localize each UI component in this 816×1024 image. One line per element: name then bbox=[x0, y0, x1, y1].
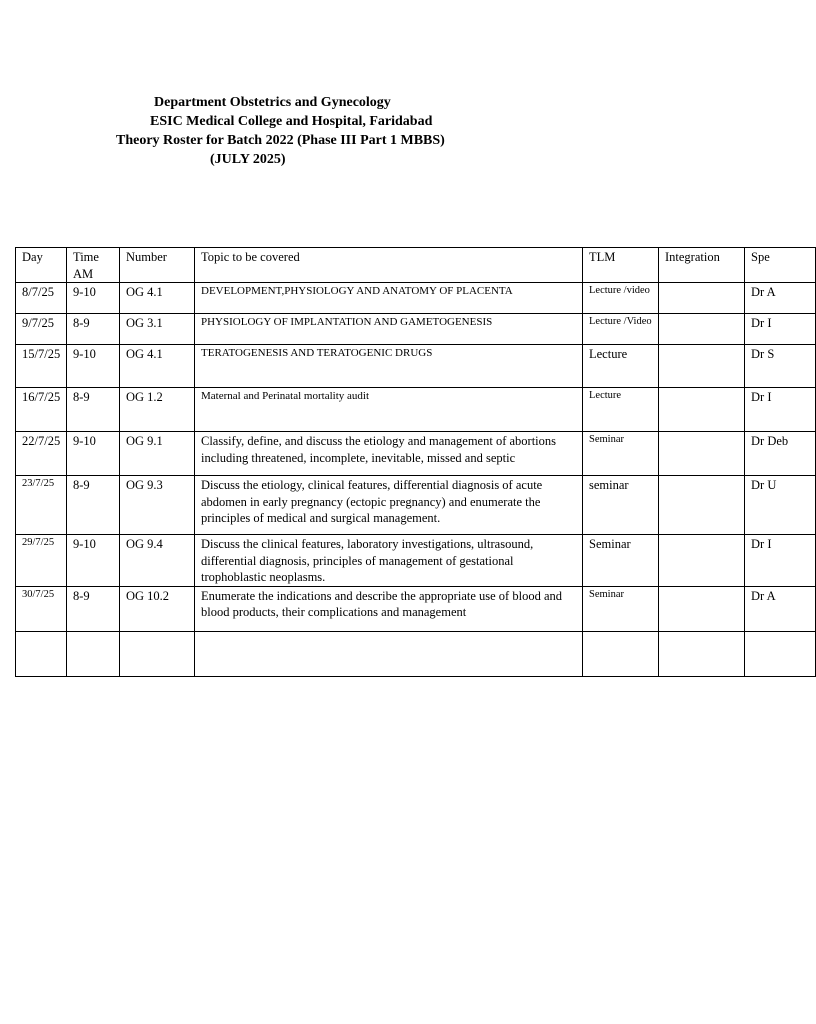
cell-time: 8-9 bbox=[67, 314, 120, 345]
cell-day: 29/7/25 bbox=[16, 535, 67, 587]
roster-table-container bbox=[15, 247, 789, 677]
cell-integration bbox=[659, 432, 745, 476]
cell-day: 9/7/25 bbox=[16, 314, 67, 345]
cell-day: 30/7/25 bbox=[16, 586, 67, 631]
header-number: Number bbox=[120, 248, 195, 283]
cell-speaker: Dr Deb bbox=[745, 432, 816, 476]
table-row bbox=[16, 314, 816, 345]
cell-day bbox=[16, 631, 67, 676]
cell-speaker bbox=[745, 631, 816, 676]
institution-title: ESIC Medical College and Hospital, Faridabad bbox=[150, 114, 433, 129]
cell-tlm: seminar bbox=[583, 476, 659, 535]
cell-topic: TERATOGENESIS AND TERATOGENIC DRUGS bbox=[195, 345, 583, 388]
department-title: Department Obstetrics and Gynecology bbox=[154, 95, 391, 110]
cell-tlm: Lecture bbox=[583, 345, 659, 388]
cell-tlm: Lecture bbox=[583, 388, 659, 432]
cell-integration bbox=[659, 631, 745, 676]
roster-table bbox=[15, 247, 816, 677]
cell-tlm: Seminar bbox=[583, 586, 659, 631]
cell-day: 8/7/25 bbox=[16, 283, 67, 314]
cell-topic: Enumerate the indications and describe the appropriate use of blood and blood products, their complications and management bbox=[195, 586, 583, 631]
table-row bbox=[16, 345, 816, 388]
cell-integration bbox=[659, 476, 745, 535]
cell-topic bbox=[195, 631, 583, 676]
cell-integration bbox=[659, 535, 745, 587]
cell-time: 9-10 bbox=[67, 345, 120, 388]
cell-time bbox=[67, 631, 120, 676]
cell-day: 22/7/25 bbox=[16, 432, 67, 476]
cell-tlm: Lecture /video bbox=[583, 283, 659, 314]
cell-topic: Discuss the clinical features, laboratory investigations, ultrasound, differential diagnosis, principles of management of gestational trophoblastic neoplasms. bbox=[195, 535, 583, 587]
cell-topic: Maternal and Perinatal mortality audit bbox=[195, 388, 583, 432]
table-row bbox=[16, 476, 816, 535]
cell-tlm: Lecture /Video bbox=[583, 314, 659, 345]
table-row bbox=[16, 432, 816, 476]
table-row bbox=[16, 586, 816, 631]
cell-integration bbox=[659, 345, 745, 388]
cell-speaker: Dr A bbox=[745, 283, 816, 314]
table-row bbox=[16, 283, 816, 314]
document-title bbox=[0, 93, 560, 169]
table-row bbox=[16, 388, 816, 432]
cell-speaker: Dr I bbox=[745, 314, 816, 345]
cell-integration bbox=[659, 314, 745, 345]
header-speaker: Spe bbox=[745, 248, 816, 283]
header-time: Time AM bbox=[67, 248, 120, 283]
cell-time: 8-9 bbox=[67, 476, 120, 535]
month-title: (JULY 2025) bbox=[210, 152, 286, 167]
table-row bbox=[16, 535, 816, 587]
cell-number: OG 4.1 bbox=[120, 283, 195, 314]
cell-number: OG 4.1 bbox=[120, 345, 195, 388]
cell-time: 8-9 bbox=[67, 388, 120, 432]
cell-speaker: Dr I bbox=[745, 388, 816, 432]
cell-number: OG 9.3 bbox=[120, 476, 195, 535]
cell-speaker: Dr S bbox=[745, 345, 816, 388]
cell-tlm bbox=[583, 631, 659, 676]
cell-tlm: Seminar bbox=[583, 432, 659, 476]
cell-speaker: Dr U bbox=[745, 476, 816, 535]
cell-time: 9-10 bbox=[67, 432, 120, 476]
cell-integration bbox=[659, 283, 745, 314]
table-row bbox=[16, 631, 816, 676]
header-tlm: TLM bbox=[583, 248, 659, 283]
cell-day: 15/7/25 bbox=[16, 345, 67, 388]
header-integration: Integration bbox=[659, 248, 745, 283]
table-header-row bbox=[16, 248, 816, 283]
cell-topic: Discuss the etiology, clinical features, differential diagnosis of acute abdomen in early pregnancy (ectopic pregnancy) and enumerate the principles of medical and surgical management. bbox=[195, 476, 583, 535]
cell-time: 8-9 bbox=[67, 586, 120, 631]
cell-number: OG 3.1 bbox=[120, 314, 195, 345]
cell-day: 16/7/25 bbox=[16, 388, 67, 432]
cell-time: 9-10 bbox=[67, 283, 120, 314]
cell-speaker: Dr I bbox=[745, 535, 816, 587]
cell-topic: Classify, define, and discuss the etiology and management of abortions including threatened, incomplete, inevitable, missed and septic bbox=[195, 432, 583, 476]
cell-time: 9-10 bbox=[67, 535, 120, 587]
cell-day: 23/7/25 bbox=[16, 476, 67, 535]
cell-integration bbox=[659, 388, 745, 432]
cell-integration bbox=[659, 586, 745, 631]
cell-topic: PHYSIOLOGY OF IMPLANTATION AND GAMETOGENESIS bbox=[195, 314, 583, 345]
cell-number: OG 9.1 bbox=[120, 432, 195, 476]
roster-title: Theory Roster for Batch 2022 (Phase III Part 1 MBBS) bbox=[116, 133, 445, 148]
cell-topic: DEVELOPMENT,PHYSIOLOGY AND ANATOMY OF PLACENTA bbox=[195, 283, 583, 314]
cell-number bbox=[120, 631, 195, 676]
cell-tlm: Seminar bbox=[583, 535, 659, 587]
cell-number: OG 1.2 bbox=[120, 388, 195, 432]
header-topic: Topic to be covered bbox=[195, 248, 583, 283]
cell-number: OG 9.4 bbox=[120, 535, 195, 587]
cell-speaker: Dr A bbox=[745, 586, 816, 631]
cell-number: OG 10.2 bbox=[120, 586, 195, 631]
header-day: Day bbox=[16, 248, 67, 283]
